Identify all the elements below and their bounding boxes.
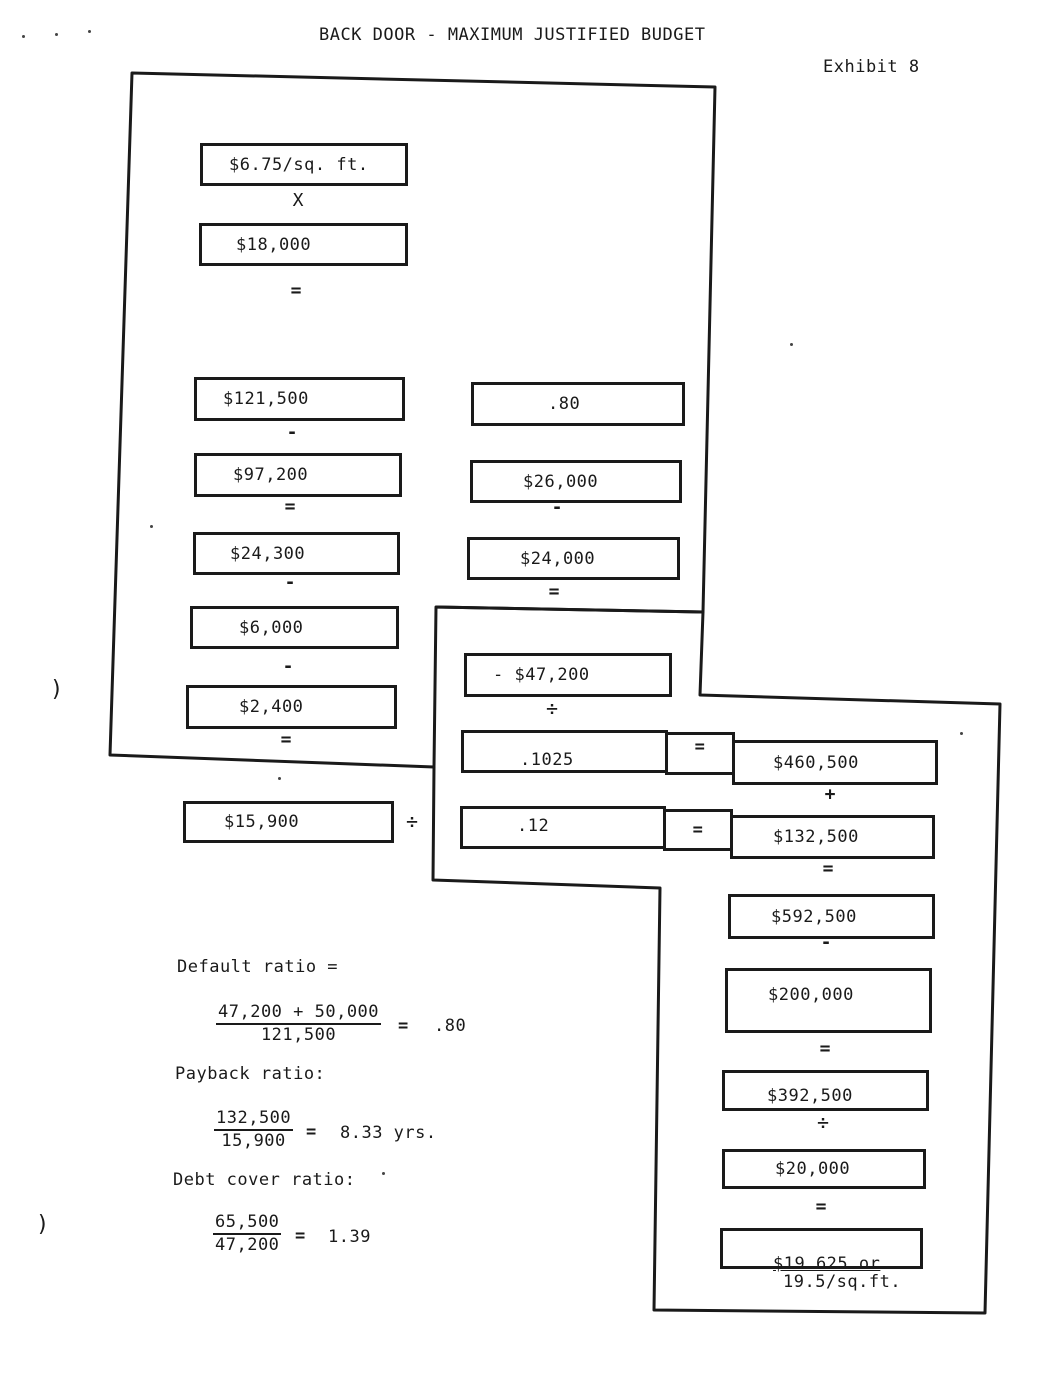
times-operator: X bbox=[292, 190, 304, 211]
minus-operator-2: - bbox=[284, 572, 296, 593]
area-value: $18,000 bbox=[236, 234, 312, 255]
debt-cover-ratio-numerator: 65,500 bbox=[213, 1212, 281, 1235]
value-24300-box bbox=[193, 532, 400, 575]
plus-operator: + bbox=[824, 784, 836, 805]
value-6000: $6,000 bbox=[239, 617, 304, 638]
value-20000: $20,000 bbox=[775, 1159, 851, 1179]
gross-income-box bbox=[194, 377, 405, 421]
equals-operator-1: = bbox=[290, 280, 302, 301]
final-value: $19.625 or bbox=[773, 1254, 881, 1274]
value-132500-box bbox=[730, 815, 935, 859]
value-47200: - $47,200 bbox=[493, 665, 590, 685]
equals-operator-right-3: = bbox=[815, 1196, 827, 1217]
minus-operator-middle: - bbox=[551, 497, 563, 518]
minus-operator-right: - bbox=[820, 932, 832, 953]
value-460500: $460,500 bbox=[773, 752, 859, 773]
value-6000-box bbox=[190, 606, 399, 649]
value-2400-box bbox=[186, 685, 397, 729]
default-ratio-denominator: 121,500 bbox=[260, 1025, 337, 1045]
scan-speck bbox=[150, 525, 153, 528]
cap-eq-2: = bbox=[692, 820, 704, 840]
scan-speck bbox=[55, 33, 58, 36]
value-392500: $392,500 bbox=[767, 1086, 853, 1106]
minus-operator-3: - bbox=[282, 656, 294, 677]
debt-cover-ratio-label: Debt cover ratio: bbox=[173, 1170, 356, 1190]
cap-rate-1025-box bbox=[461, 730, 668, 773]
default-ratio-fraction bbox=[216, 1002, 381, 1045]
cap-eq-1-box bbox=[665, 732, 735, 775]
exhibit-label: Exhibit 8 bbox=[823, 57, 920, 77]
divide-operator-left: ÷ bbox=[405, 809, 419, 833]
stray-paren-mark: ) bbox=[50, 677, 64, 702]
scan-speck bbox=[790, 343, 793, 346]
value-24300: $24,300 bbox=[230, 543, 306, 564]
value-47200-box bbox=[464, 653, 672, 697]
minus-operator-1: - bbox=[286, 422, 298, 443]
value-97200-box bbox=[194, 453, 402, 497]
equals-operator-right-2: = bbox=[819, 1038, 831, 1059]
final-value-box bbox=[720, 1228, 923, 1274]
payback-ratio-result: 8.33 yrs. bbox=[340, 1123, 437, 1143]
final-sqft: 19.5/sq.ft. bbox=[783, 1272, 902, 1292]
equals-operator-right-1: = bbox=[822, 858, 834, 879]
cap-rate-1025: .1025 bbox=[520, 750, 574, 770]
scan-speck bbox=[88, 30, 91, 33]
payback-ratio-denominator: 15,900 bbox=[221, 1131, 286, 1151]
default-ratio-numerator: 47,200 + 50,000 bbox=[216, 1002, 381, 1025]
right-frame bbox=[433, 607, 1000, 1313]
debt-cover-ratio-fraction bbox=[213, 1212, 281, 1255]
cap-rate-12-box bbox=[460, 806, 666, 849]
value-97200: $97,200 bbox=[233, 465, 309, 485]
value-392500-box bbox=[722, 1070, 929, 1111]
value-592500: $592,500 bbox=[771, 906, 857, 927]
value-15900-box bbox=[183, 801, 394, 843]
value-20000-box bbox=[722, 1149, 926, 1189]
rate-per-sqft-value: $6.75/sq. ft. bbox=[229, 154, 369, 175]
value-15900: $15,900 bbox=[224, 812, 300, 832]
value-2400: $2,400 bbox=[239, 697, 304, 717]
debt-cover-ratio-result: 1.39 bbox=[328, 1227, 371, 1247]
default-ratio-box bbox=[471, 382, 685, 426]
value-24000: $24,000 bbox=[520, 548, 596, 569]
value-24000-box bbox=[467, 537, 680, 580]
value-460500-box bbox=[732, 740, 938, 785]
default-ratio-equals: = bbox=[398, 1016, 409, 1036]
page-title: BACK DOOR - MAXIMUM JUSTIFIED BUDGET bbox=[319, 25, 706, 45]
scan-speck bbox=[278, 777, 281, 780]
payback-ratio-fraction bbox=[214, 1108, 293, 1151]
default-ratio-result: .80 bbox=[434, 1016, 467, 1036]
payback-ratio-label: Payback ratio: bbox=[175, 1064, 326, 1084]
default-ratio-value: .80 bbox=[548, 394, 581, 414]
equals-operator-2: = bbox=[284, 496, 296, 517]
value-592500-box bbox=[728, 894, 935, 939]
payback-ratio-numerator: 132,500 bbox=[214, 1108, 293, 1131]
value-26000-box bbox=[470, 460, 682, 503]
payback-ratio-equals: = bbox=[306, 1122, 317, 1142]
default-ratio-label: Default ratio = bbox=[177, 957, 339, 977]
scan-speck bbox=[960, 732, 963, 735]
value-26000: $26,000 bbox=[523, 471, 599, 492]
area-box bbox=[199, 223, 408, 266]
debt-cover-ratio-equals: = bbox=[295, 1226, 306, 1246]
value-200000-box bbox=[725, 968, 932, 1033]
value-132500: $132,500 bbox=[773, 827, 859, 847]
equals-operator-middle: = bbox=[548, 581, 560, 602]
rate-per-sqft-box bbox=[200, 143, 408, 186]
gross-income-value: $121,500 bbox=[223, 389, 309, 409]
cap-rate-12: .12 bbox=[517, 816, 550, 836]
cap-eq-1: = bbox=[694, 736, 706, 757]
scan-speck bbox=[22, 35, 25, 38]
divide-operator-right: ÷ bbox=[816, 1110, 830, 1134]
cap-eq-2-box bbox=[663, 809, 733, 851]
value-200000: $200,000 bbox=[768, 985, 854, 1005]
equals-operator-3: = bbox=[280, 729, 292, 750]
debt-cover-ratio-denominator: 47,200 bbox=[215, 1235, 280, 1255]
divide-operator-middle: ÷ bbox=[545, 696, 559, 720]
stray-paren-mark: ) bbox=[36, 1212, 50, 1237]
scan-speck bbox=[382, 1172, 385, 1175]
